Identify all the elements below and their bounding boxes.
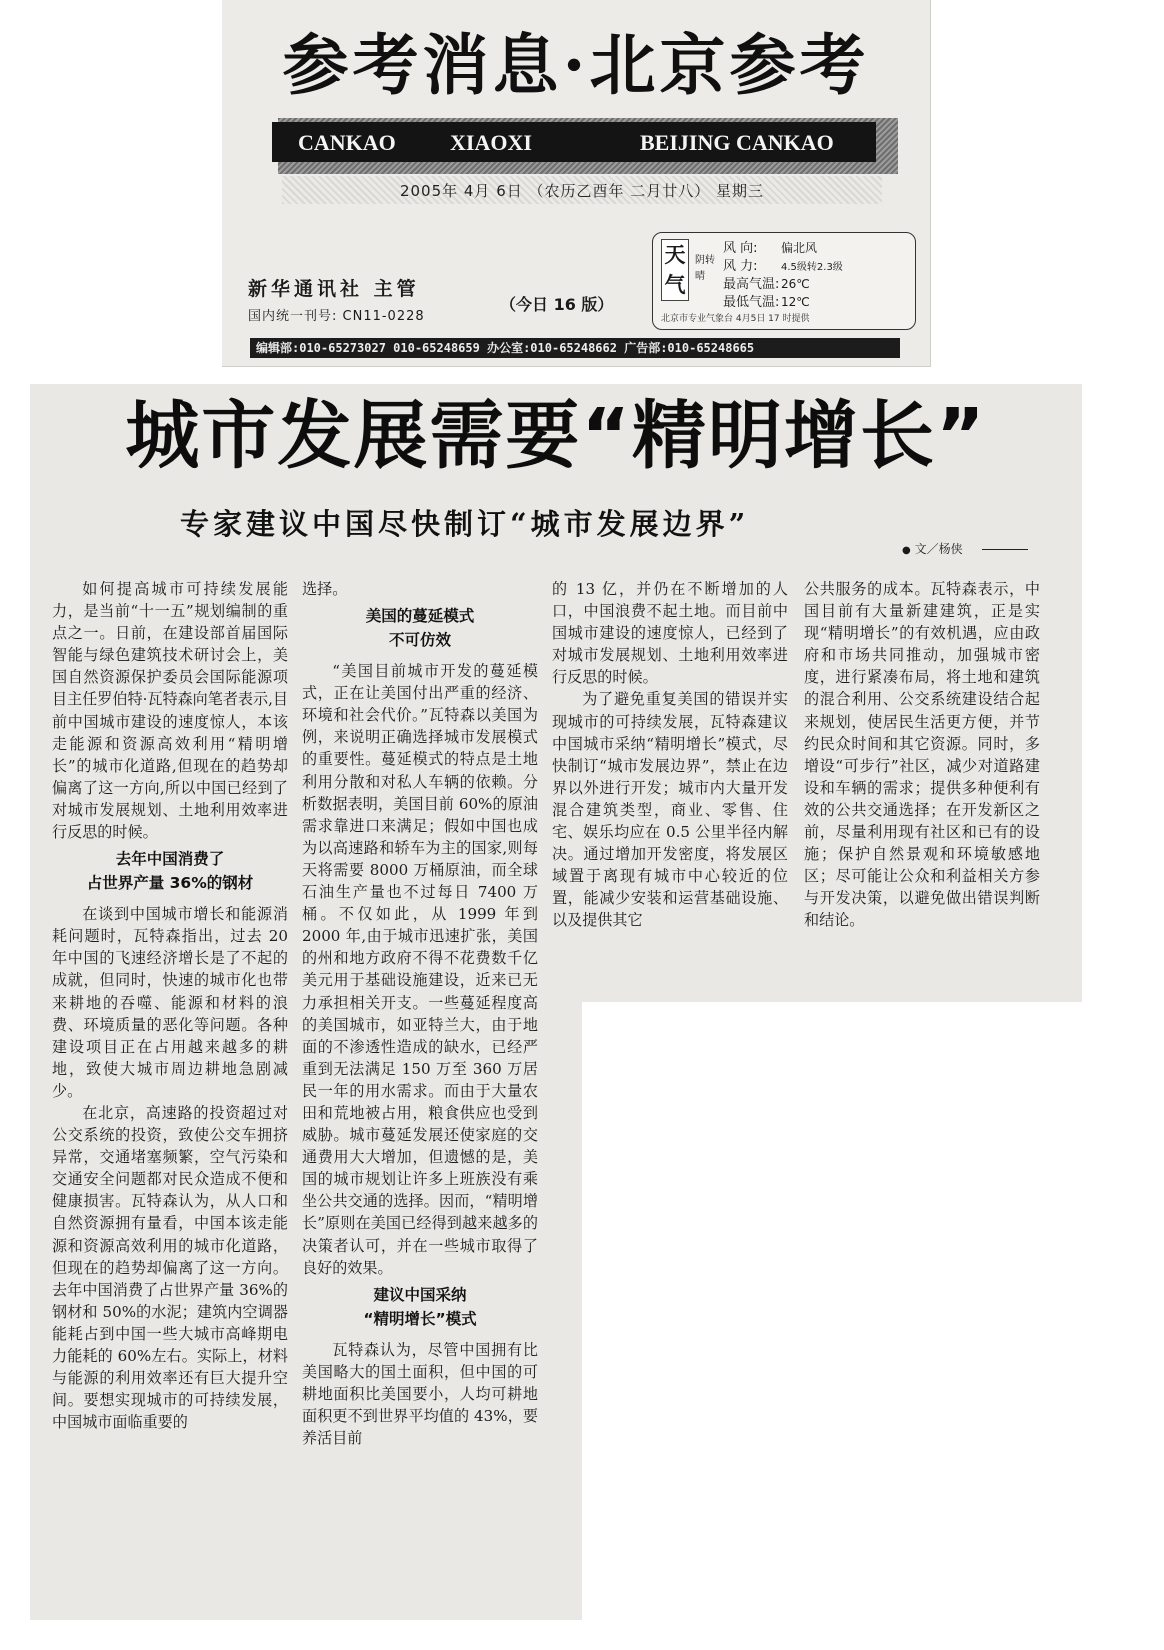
weather-wind-direction	[723, 237, 817, 256]
section-heading	[302, 604, 538, 652]
masthead-title: 参考消息·北京参考	[282, 25, 870, 104]
section-heading-line: 占世界产量 36%的钢材	[86, 874, 254, 893]
paragraph: 瓦特森认为，尽管中国拥有比美国略大的国土面积，但中国的可耕地面积比美国要小，人均可耕地面积更不到世界平均值的 43%，要养活目前	[302, 1340, 538, 1448]
paragraph: 如何提高城市可持续发展能力，是当前“十一五”规划编制的重点之一。日前，在建设部首届国际智能与绿色建筑技术研讨会上，美国自然资源保护委员会国际能源项目主任罗伯特·瓦特森向笔者表示,目前中国城市建设的速度惊人，本该走能源和资源高效利用“精明增长”的城市化道路,但现在的趋势却偏离了这一方向,所以中国已经到了对城市发展规划、土地利用效率进行反思的时候。	[52, 580, 289, 842]
low-temp-value: 12℃	[781, 295, 810, 309]
article-column-1	[52, 578, 288, 1433]
article-headline: 城市发展需要“精明增长”	[125, 393, 987, 479]
clipping-cutout	[582, 1002, 1082, 1620]
weather-condition: 阴转晴	[695, 255, 715, 282]
byline	[902, 540, 963, 557]
paragraph: “美国目前城市开发的蔓延模式，正在让美国付出严重的经济、环境和社会代价。”瓦特森以美国为例，来说明正确选择城市发展模式的重要性。蔓延模式的特点是土地利用分散和对私人车辆的依赖。分析数据表明，美国目前 60%的原油需求靠进口来满足；假如中国也成为以高速路和轿车为主的国家,则每天将需要 8000 万桶原油，而全球石油生产量也不过每日 7400 万桶。不仅如此，从 1999 年到 2000 年,由于城市迅速扩张，美国的州和地方政府不得不花费数千亿美元用于基础设施建设，近来已无力承担相关开支。一些蔓延程度高的美国城市，如亚特兰大，由于地面的不渗透性造成的缺水，已经严重到无法满足 150 万至 360 万居民一年的用水需求。而由于大量农田和荒地被占用，粮食供应也受到威胁。城市蔓延发展还使家庭的交通费用大大增加，但遗憾的是，美国的城市规划让许多上班族没有乘坐公共交通的选择。因而，“精明增长”原则在美国已经得到越来越多的决策者认可，并在一些城市取得了良好的效果。	[302, 662, 538, 1277]
wind-force-label: 风 力:	[723, 259, 758, 274]
weather-box	[652, 232, 916, 330]
weather-label-1: 天	[664, 243, 686, 267]
article-clipping	[30, 384, 1082, 1620]
weather-label-2: 气	[664, 273, 686, 297]
paragraph: 在北京，高速路的投资超过对公交系统的投资，致使公交车拥挤异常，交通堵塞频繁，空气污染和交通安全问题都对民众造成不便和健康损害。瓦特森认为，从人口和自然资源拥有量看，中国本该走能源和资源高效利用的城市化道路，但现在的趋势却偏离了这一方向。去年中国消费了占世界产量 36%的钢材和 50%的水泥；建筑内空调器能耗占到中国一些大城市高峰期电力能耗的 60%左右。实际上，材料与能源的利用效率还有巨大提升空间。要想实现城市的可持续发展，中国城市面临重要的	[52, 1103, 288, 1432]
weather-source: 北京市专业气象台 4月5日 17 时提供	[661, 314, 810, 324]
publisher: 新华通讯社 主管	[248, 278, 420, 300]
masthead	[222, 0, 931, 367]
wind-direction-label: 风 向:	[723, 241, 758, 256]
masthead-en-xiaoxi: XIAOXI	[450, 130, 532, 155]
article-subhead: 专家建议中国尽快制订“城市发展边界”	[180, 507, 750, 541]
section-heading-line: 去年中国消费了	[115, 850, 225, 869]
issn: 国内统一刊号: CN11-0228	[248, 309, 425, 324]
wind-force-value: 4.5级转2.3级	[781, 262, 843, 273]
masthead-en-beijing-cankao: BEIJING CANKAO	[640, 130, 834, 155]
article-column-3	[552, 578, 788, 932]
weather-low-temp	[723, 291, 810, 310]
section-heading	[52, 847, 288, 895]
low-temp-label: 最低气温:	[723, 295, 780, 310]
section-heading-line: 建议中国采纳	[373, 1285, 467, 1304]
paragraph: 在谈到中国城市增长和能源消耗问题时，瓦特森指出，过去 20 年中国的飞速经济增长是了不起的成就，但同时，快速的城市化也带来耕地的吞噬、能源和材料的浪费、环境质量的恶化等问题。各种建设项目正在占用越来越多的耕地，致使大城市周边耕地急剧减少。	[52, 905, 288, 1100]
paragraph: 公共服务的成本。瓦特森表示，中国目前有大量新建建筑，正是实现“精明增长”的有效机遇，应由政府和市场共同推动，加强城市密度，进行紧凑布局，将土地和建筑的混合利用、公交系统建设结合起来规划，使居民生活更方便，并节约民众时间和其它资源。同时，多增设“可步行”社区，减少对道路建设和车辆的需求；提供多种便利有效的公共交通选择；在开发新区之前，尽量利用现有社区和已有的设施；保护自然景观和环境敏感地区；尽可能让公众和利益相关方参与开发决策，以避免做出错误判断和结论。	[804, 580, 1040, 930]
article-column-2	[302, 578, 538, 1449]
section-heading-line: 美国的蔓延模式	[365, 607, 475, 626]
article-column-4	[804, 578, 1040, 932]
high-temp-value: 26℃	[781, 277, 810, 291]
section-heading-line: 不可仿效	[388, 631, 451, 650]
paragraph: 选择。	[302, 580, 348, 598]
byline-rule	[982, 549, 1028, 550]
section-heading	[302, 1283, 538, 1331]
masthead-en-cankao: CANKAO	[298, 130, 396, 155]
wind-direction-value: 偏北风	[781, 241, 818, 255]
masthead-english-bar	[272, 122, 876, 162]
high-temp-label: 最高气温:	[723, 277, 780, 292]
byline-bullet-icon: ●	[902, 545, 911, 556]
weather-label	[661, 239, 689, 301]
paragraph: 的 13 亿，并仍在不断增加的人口，中国浪费不起土地。而目前中国城市建设的速度惊人，已经到了对城市发展规划、土地利用效率进行反思的时候。	[552, 580, 788, 687]
contact-phones: 编辑部:010-65273027 010-65248659 办公室:010-65248662 广告部:010-65248665	[250, 338, 900, 358]
paragraph: 为了避免重复美国的错误并实现城市的可持续发展，瓦特森建议中国城市采纳“精明增长”模式，尽快制订“城市发展边界”，禁止在边界以外进行开发；城市内大量开发混合建筑类型，商业、零售、住宅、娱乐均应在 0.5 公里半径内解决。通过增加开发密度，将发展区域置于离现有城市中心较近的位置，能减少安装和运营基础设施、以及提供其它	[552, 690, 788, 930]
page-count: （今日 16 版）	[500, 295, 614, 314]
byline-author: 文／杨侠	[914, 542, 963, 556]
section-heading-line: “精明增长”模式	[363, 1309, 477, 1328]
issue-date: 2005年 4月 6日 （农历乙酉年 二月廿八） 星期三	[282, 176, 882, 204]
weather-wind-force	[723, 255, 843, 274]
weather-high-temp	[723, 273, 810, 292]
